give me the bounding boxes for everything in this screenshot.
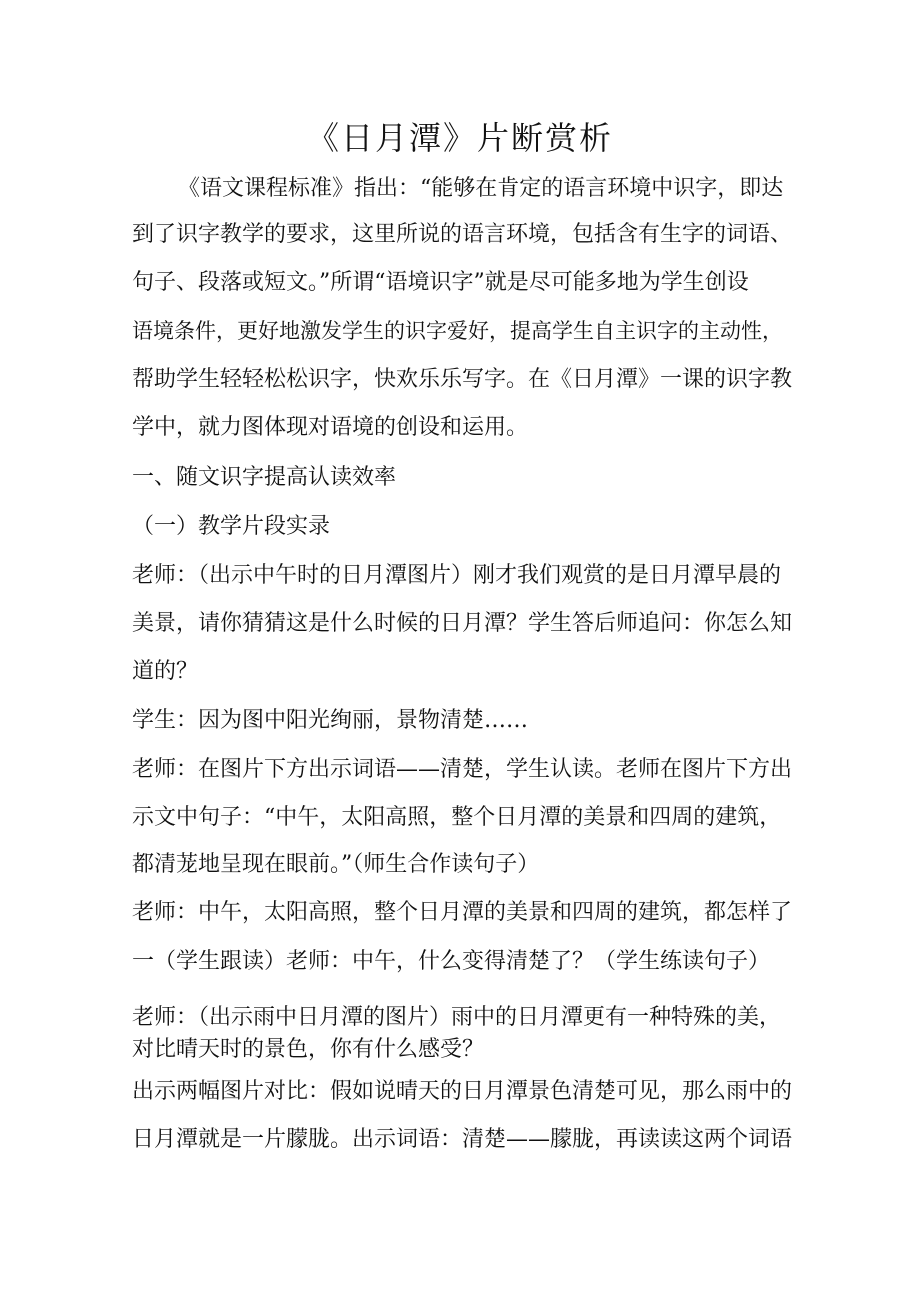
paragraph-line: 到了识字教学的要求，这里所说的语言环境，包括含有生字的词语、: [132, 222, 793, 247]
section-heading: 一、随文识字提高认读效率: [132, 465, 397, 490]
paragraph-line: 美景，请你猜猜这是什么时候的日月潭？学生答后师追问：你怎么知: [132, 611, 793, 636]
paragraph-line: 对比晴天时的景色，你有什么感受？: [132, 1037, 485, 1062]
paragraph-line: 出示两幅图片对比：假如说晴天的日月潭景色清楚可见，那么雨中的: [132, 1079, 793, 1104]
subsection-heading: （一）教学片段实录: [132, 514, 331, 539]
paragraph-line: 日月潭就是一片朦胧。出示词语：清楚——朦胧，再读读这两个词语: [132, 1127, 793, 1152]
paragraph-line: 句子、段落或短文。”所谓“语境识字”就是尽可能多地为学生创设: [132, 270, 749, 295]
paragraph-line: 都清茏地呈现在眼前。”（师生合作读句子）: [132, 852, 540, 877]
paragraph-line: 老师：中午，太阳高照，整个日月潭的美景和四周的建筑，都怎样了: [132, 900, 793, 925]
paragraph-line: 老师：（出示中午时的日月潭图片）刚才我们观赏的是日月潭早晨的: [132, 563, 782, 588]
paragraph-line: 一（学生跟读）老师：中午，什么变得清楚了？（学生练读句子）: [132, 949, 771, 974]
paragraph-line: 语境条件，更好地激发学生的识字爱好，提高学生自主识字的主动性，: [132, 319, 783, 343]
paragraph-line: 示文中句子：“中午，太阳高照，整个日月潭的美景和四周的建筑，: [132, 805, 782, 830]
paragraph-line: 学中，就力图体现对语境的创设和运用。: [132, 415, 529, 440]
paragraph-line: 《语文课程标准》指出：“能够在肯定的语言环境中识字，即达: [178, 176, 784, 201]
paragraph-line: 老师：（出示雨中日月潭的图片）雨中的日月潭更有一种特殊的美，: [132, 1005, 782, 1030]
document-title: 《日月潭》片断赏析: [306, 119, 613, 157]
paragraph-line: 道的？: [132, 659, 199, 684]
paragraph-line: 学生：因为图中阳光绚丽，景物清楚……: [132, 708, 529, 733]
paragraph-line: 帮助学生轻轻松松识字，快欢乐乐写字。在《日月潭》一课的识字教: [132, 367, 793, 392]
paragraph-line: 老师：在图片下方出示词语——清楚，学生认读。老师在图片下方出: [132, 757, 793, 782]
